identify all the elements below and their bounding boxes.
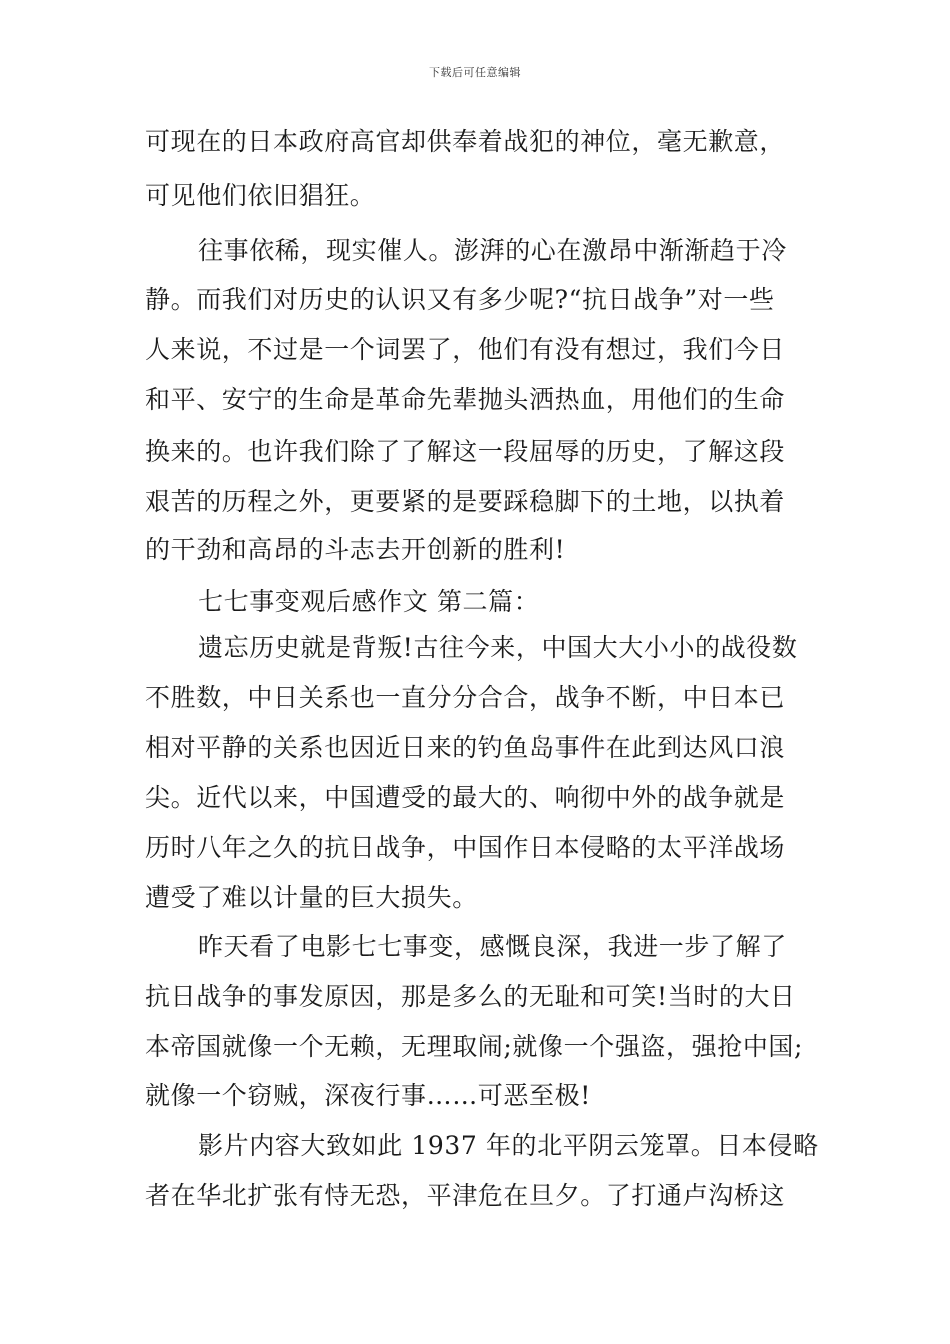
text-line: 影片内容大致如此 1937 年的北平阴云笼罩。日本侵略 <box>198 1131 819 1160</box>
text-line: 的干劲和高昂的斗志去开创新的胜利! <box>145 535 566 564</box>
text-line: 者在华北扩张有恃无恐，平津危在旦夕。了打通卢沟桥这 <box>145 1181 786 1210</box>
page-header: 下载后可任意编辑 <box>429 66 521 79</box>
text-line: 往事依稀，现实催人。澎湃的心在激昂中渐渐趋于冷 <box>198 236 787 265</box>
text-line: 就像一个窃贼，深夜行事……可恶至极! <box>145 1081 591 1110</box>
text-line: 抗日战争的事发原因，那是多么的无耻和可笑!当时的大日 <box>145 982 796 1011</box>
text-line: 尖。近代以来，中国遭受的最大的、响彻中外的战争就是 <box>145 783 786 812</box>
text-line: 相对平静的关系也因近日来的钓鱼岛事件在此到达风口浪 <box>145 733 786 762</box>
text-line: 可现在的日本政府高官却供奉着战犯的神位，毫无歉意， <box>145 127 786 156</box>
text-line: 换来的。也许我们除了了解这一段屈辱的历史，了解这段 <box>145 437 786 466</box>
text-line: 昨天看了电影七七事变，感慨良深，我进一步了解了 <box>198 932 787 961</box>
text-line: 不胜数，中日关系也一直分分合合，战争不断，中日本已 <box>145 683 786 712</box>
text-line: 遭受了难以计量的巨大损失。 <box>145 883 478 912</box>
text-line: 遗忘历史就是背叛!古往今来，中国大大小小的战役数 <box>198 633 798 662</box>
text-line: 和平、安宁的生命是革命先辈抛头洒热血，用他们的生命 <box>145 385 786 414</box>
text-line: 艰苦的历程之外，更要紧的是要踩稳脚下的土地，以执着 <box>145 487 786 516</box>
section-heading: 七七事变观后感作文 第二篇： <box>198 587 540 616</box>
text-line: 可见他们依旧猖狂。 <box>145 181 376 210</box>
text-line: 静。而我们对历史的认识又有多少呢?“抗日战争”对一些 <box>145 285 775 314</box>
text-line: 本帝国就像一个无赖，无理取闹;就像一个强盗，强抢中国; <box>145 1032 804 1061</box>
text-line: 人来说，不过是一个词罢了，他们有没有想过，我们今日 <box>145 335 786 364</box>
text-line: 历时八年之久的抗日战争，中国作日本侵略的太平洋战场 <box>145 833 786 862</box>
